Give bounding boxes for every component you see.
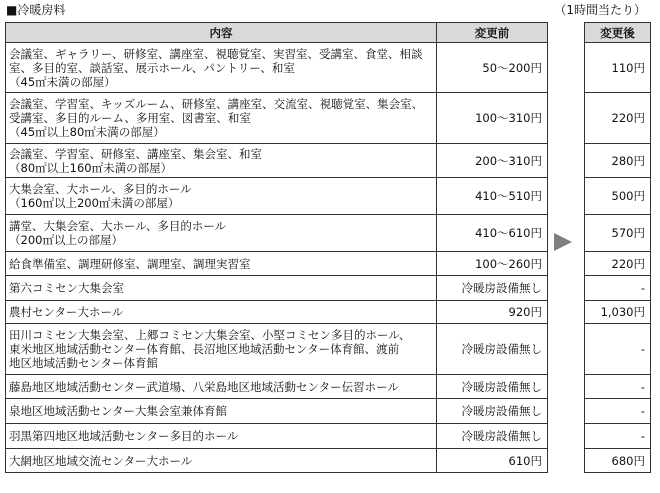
facility-line: 泉地区地域活動センター大集会室兼体育館 bbox=[9, 404, 228, 418]
facility-line: 大集会室、大ホール、多目的ホール bbox=[9, 182, 192, 196]
fee-before-cell: 410～610円 bbox=[437, 215, 548, 252]
facility-line: 室、多目的室、談話室、展示ホール、パントリー、和室 bbox=[9, 60, 295, 75]
table-row bbox=[585, 43, 651, 93]
fee-before-cell: 200～310円 bbox=[437, 144, 548, 178]
facility-line: 講堂、大集会室、大ホール、多目的ホール bbox=[9, 219, 227, 233]
fee-before-cell: 冷暖房設備無し bbox=[437, 324, 548, 375]
facility-cell bbox=[6, 215, 437, 252]
fee-after-cell: 220円 bbox=[585, 252, 651, 276]
header-content: 内容 bbox=[6, 23, 437, 43]
facility-line: 東米地区地域活動センター体育館、長沼地区地域活動センター体育館、渡前 bbox=[9, 342, 400, 356]
facility-line: 農村センター大ホール bbox=[9, 305, 124, 319]
facility-cell bbox=[6, 375, 437, 399]
header-after: 変更後 bbox=[585, 23, 651, 43]
table-row bbox=[585, 424, 651, 449]
table-row bbox=[585, 301, 651, 324]
facility-cell bbox=[6, 252, 437, 276]
table-row bbox=[6, 324, 548, 375]
fee-after-cell: - bbox=[585, 424, 651, 449]
fee-before-cell: 冷暖房設備無し bbox=[437, 276, 548, 301]
fee-before-cell: 冷暖房設備無し bbox=[437, 424, 548, 449]
facility-cell bbox=[6, 424, 437, 449]
table-row bbox=[585, 252, 651, 276]
facility-cell bbox=[6, 276, 437, 301]
table-row bbox=[6, 424, 548, 449]
fee-table-before bbox=[5, 22, 548, 473]
table-row bbox=[585, 449, 651, 473]
facility-line: 会議室、ギャラリー、研修室、講座室、視聴覚室、実習室、受講室、食堂、相談 bbox=[9, 46, 423, 61]
header-before: 変更前 bbox=[437, 23, 548, 43]
facility-line: 大網地区地域交流センター大ホール bbox=[9, 453, 193, 468]
fee-after-cell: 500円 bbox=[585, 178, 651, 215]
facility-cell bbox=[6, 178, 437, 215]
table-row bbox=[585, 178, 651, 215]
facility-cell bbox=[6, 449, 437, 473]
fee-after-cell: 110円 bbox=[585, 43, 651, 93]
table-row bbox=[585, 144, 651, 178]
table-row bbox=[585, 399, 651, 424]
facility-line: （160㎡以上200㎡未満の部屋） bbox=[9, 196, 180, 210]
fee-after-cell: 680円 bbox=[585, 449, 651, 473]
facility-cell bbox=[6, 93, 437, 144]
facility-line: （45㎡以上80㎡未満の部屋） bbox=[9, 125, 165, 139]
facility-line: 会議室、学習室、研修室、講座室、集会室、和室 bbox=[9, 146, 262, 161]
fee-after-cell: - bbox=[585, 276, 651, 301]
table-row bbox=[585, 93, 651, 144]
fee-before-cell: 920円 bbox=[437, 301, 548, 324]
facility-cell bbox=[6, 144, 437, 178]
table-row bbox=[585, 324, 651, 375]
fee-after-cell: - bbox=[585, 375, 651, 399]
table-row bbox=[6, 449, 548, 473]
fee-before-cell: 410～510円 bbox=[437, 178, 548, 215]
table-row bbox=[6, 215, 548, 252]
fee-before-cell: 冷暖房設備無し bbox=[437, 399, 548, 424]
table-row bbox=[6, 43, 548, 93]
facility-cell bbox=[6, 324, 437, 375]
facility-line: 田川コミセン大集会室、上郷コミセン大集会室、小堅コミセン多目的ホール、 bbox=[9, 328, 411, 342]
facility-line: 第六コミセン大集会室 bbox=[9, 281, 124, 295]
facility-line: 給食準備室、調理研修室、調理室、調理実習室 bbox=[9, 256, 251, 271]
table-row bbox=[6, 93, 548, 144]
facility-line: 会議室、学習室、キッズルーム、研修室、講座室、交流室、視聴覚室、集会室、 bbox=[9, 97, 424, 111]
facility-line: （80㎡以上160㎡未満の部屋） bbox=[9, 160, 173, 175]
fee-after-cell: 570円 bbox=[585, 215, 651, 252]
header-row bbox=[6, 23, 548, 43]
facility-cell bbox=[6, 399, 437, 424]
table-row bbox=[6, 144, 548, 178]
fee-before-cell: 100～260円 bbox=[437, 252, 548, 276]
fee-after-cell: 1,030円 bbox=[585, 301, 651, 324]
facility-line: 受講室、多目的ルーム、多用室、図書室、和室 bbox=[9, 111, 251, 125]
facility-line: （200㎡以上の部屋） bbox=[9, 233, 123, 247]
table-row bbox=[585, 276, 651, 301]
table-row bbox=[6, 301, 548, 324]
arrow-right-icon bbox=[554, 233, 572, 251]
facility-cell bbox=[6, 43, 437, 93]
fee-before-cell: 610円 bbox=[437, 449, 548, 473]
table-row bbox=[6, 252, 548, 276]
facility-line: 藤島地区地域活動センター武道場、八栄島地区地域活動センター伝習ホール bbox=[9, 379, 399, 394]
table-row bbox=[6, 375, 548, 399]
fee-before-cell: 50～200円 bbox=[437, 43, 548, 93]
unit-note: （1時間当たり） bbox=[554, 3, 646, 17]
table-row bbox=[6, 178, 548, 215]
fee-after-cell: 220円 bbox=[585, 93, 651, 144]
fee-after-cell: 280円 bbox=[585, 144, 651, 178]
fee-before-cell: 100～310円 bbox=[437, 93, 548, 144]
table-row bbox=[585, 215, 651, 252]
facility-line: 羽黒第四地区地域活動センター多目的ホール bbox=[9, 429, 239, 443]
section-title: ■冷暖房料 bbox=[6, 3, 66, 17]
fee-after-cell: - bbox=[585, 399, 651, 424]
table-row bbox=[6, 399, 548, 424]
fee-before-cell: 冷暖房設備無し bbox=[437, 375, 548, 399]
facility-cell bbox=[6, 301, 437, 324]
fee-table-after bbox=[584, 22, 651, 473]
facility-line: （45㎡未満の部屋） bbox=[9, 74, 116, 89]
fee-after-cell: - bbox=[585, 324, 651, 375]
table-row bbox=[6, 276, 548, 301]
header-row bbox=[585, 23, 651, 43]
table-row bbox=[585, 375, 651, 399]
facility-line: 地区地域活動センター体育館 bbox=[9, 356, 159, 370]
